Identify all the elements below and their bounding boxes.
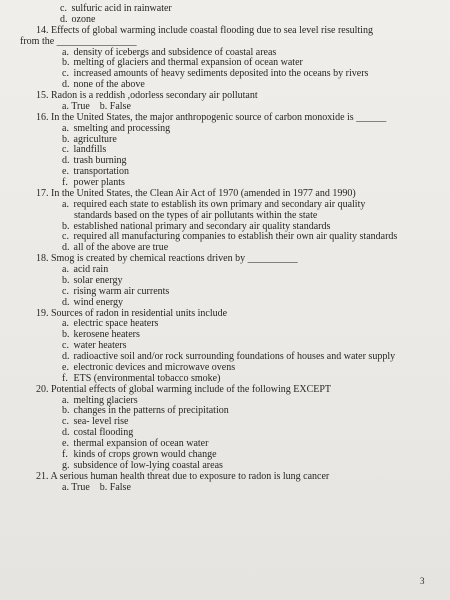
option-text: transportation [73, 166, 130, 178]
option-letter: f. [62, 372, 68, 384]
option-letter: c. [62, 68, 69, 80]
option-letter: c. [62, 144, 69, 156]
option-text: changes in the patterns of precipitation [73, 405, 229, 417]
option-letter: d. [62, 79, 70, 91]
option-letter: e. [62, 361, 69, 373]
option-letter: d. [62, 155, 70, 167]
answer-option [0, 124, 450, 135]
option-letter: d. [62, 427, 70, 439]
question-number: 21. [36, 470, 49, 482]
option-letter: b. [62, 329, 70, 341]
option-text: established national primary and secondary air quality standards [73, 220, 331, 232]
option-letter: d. [62, 296, 70, 308]
inline-options: a. True b. False [62, 481, 131, 493]
option-letter: f. [62, 448, 68, 460]
question-text: Effects of global warming include coastal flooding due to sea level rise resulting [51, 24, 373, 36]
inline-options: a. True b. False [62, 100, 131, 112]
option-text: subsidence of low-lying coastal areas [73, 459, 223, 471]
answer-blank: __________ [247, 253, 298, 265]
question-stem [0, 385, 450, 396]
option-text: smelting and processing [73, 122, 171, 134]
option-letter: d. [62, 351, 70, 362]
option-text: radioactive soil and/or rock surrounding foundations of houses and water supply [73, 351, 396, 362]
option-letter: a. [62, 46, 69, 58]
question-stem [0, 113, 450, 124]
option-text: increased amounts of heavy sediments deposited into the oceans by rivers [73, 68, 369, 80]
option-letter: c. [60, 3, 67, 14]
option-letter: c. [62, 231, 69, 243]
option-letter: b. [62, 57, 70, 69]
question-number: 20. [36, 383, 49, 395]
option-text: wind energy [73, 296, 124, 308]
option-text: costal flooding [73, 427, 134, 439]
option-letter: a. [62, 394, 69, 406]
option-text: landfills [73, 144, 107, 156]
option-text: ETS (environmental tobacco smoke) [73, 372, 221, 384]
page-number: 3 [420, 576, 425, 586]
option-text: none of the above [73, 79, 145, 91]
answer-option [0, 287, 450, 298]
option-text: sea- level rise [73, 416, 129, 428]
true-false-options [0, 483, 450, 494]
option-text: kerosene heaters [73, 329, 140, 341]
option-text: standards based on the types of air pollutants within the state [74, 209, 318, 221]
option-text: water heaters [73, 340, 127, 352]
option-text: melting of glaciers and thermal expansion of ocean water [73, 57, 303, 69]
option-letter: b. [62, 133, 70, 145]
option-text: acid rain [73, 264, 109, 275]
option-text: kinds of crops grown would change [73, 448, 217, 460]
question-text: from the [20, 35, 55, 47]
question-text: Sources of radon in residential units include [51, 307, 228, 319]
option-text: melting glaciers [73, 394, 138, 406]
question-text: In the United States, the major anthropogenic source of carbon monoxide is [51, 111, 354, 123]
option-text: rising warm air currents [73, 285, 170, 297]
option-text: electric space heaters [73, 318, 159, 330]
question-number: 18. [36, 253, 49, 265]
option-letter: e. [62, 166, 69, 178]
answer-blank: ______ [356, 111, 387, 123]
option-letter: b. [62, 274, 70, 286]
question-text: In the United States, the Clean Air Act of 1970 (amended in 1977 and 1990) [51, 187, 356, 199]
option-text: required each state to establish its own primary and secondary air quality [73, 198, 366, 210]
question-text: A serious human health threat due to exposure to radon is lung cancer [50, 470, 330, 482]
option-text: electronic devices and microwave ovens [73, 361, 236, 373]
option-text: thermal expansion of ocean water [73, 438, 209, 449]
option-text: solar energy [73, 274, 123, 286]
option-letter: g. [62, 459, 70, 471]
answer-blank: ________________ [56, 35, 137, 47]
quiz-content [0, 4, 450, 493]
option-letter: d. [60, 13, 68, 25]
question-number: 19. [36, 307, 49, 319]
question-text: Potential effects of global warming include of the following EXCEPT [51, 383, 332, 395]
option-text: all of the above are true [73, 242, 169, 254]
option-text: density of icebergs and subsidence of coastal areas [73, 46, 277, 58]
option-letter: d. [62, 242, 70, 254]
option-text: trash burning [73, 155, 127, 167]
option-text: power plants [73, 177, 125, 188]
question-text: Smog is created by chemical reactions driven by [51, 253, 246, 265]
question-number: 15. [36, 90, 49, 101]
option-letter: a. [62, 122, 69, 134]
question-number: 17. [36, 187, 49, 199]
option-letter: b. [62, 220, 70, 232]
option-letter: c. [62, 340, 69, 352]
option-text: ozone [71, 13, 96, 25]
question-number: 16. [36, 111, 49, 123]
question-text: Radon is a reddish ,odorless secondary air pollutant [51, 90, 258, 101]
option-text: required all manufacturing companies to establish their own air quality standards [73, 231, 398, 243]
option-letter: a. [62, 318, 69, 330]
answer-option [0, 4, 450, 15]
option-letter: c. [62, 416, 69, 428]
option-letter: a. [62, 264, 69, 275]
option-letter: b. [62, 405, 70, 417]
option-letter: f. [62, 177, 68, 188]
option-letter: a. [62, 198, 69, 210]
option-letter: e. [62, 438, 69, 449]
option-text: sulfuric acid in rainwater [71, 3, 172, 14]
question-number: 14. [36, 24, 49, 36]
option-text: agriculture [73, 133, 117, 145]
option-letter: c. [62, 285, 69, 297]
